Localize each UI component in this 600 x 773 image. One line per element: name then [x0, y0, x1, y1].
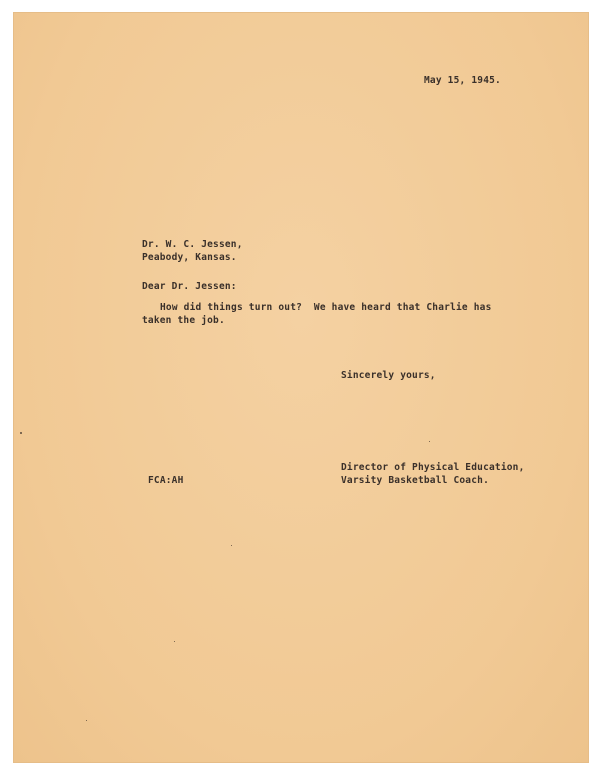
letter-page	[14, 13, 588, 762]
salutation: Dear Dr. Jessen:	[142, 281, 237, 292]
body-line-1: How did things turn out? We have heard that Charlie has	[160, 302, 492, 313]
signature-title-line-1: Director of Physical Education,	[341, 462, 525, 473]
paper-speck	[174, 641, 175, 642]
recipient-name: Dr. W. C. Jessen,	[142, 239, 243, 250]
paper-speck	[231, 545, 232, 546]
paper-speck	[429, 441, 430, 442]
recipient-address: Peabody, Kansas.	[142, 252, 237, 263]
paper-speck	[86, 720, 87, 721]
signature-title-line-2: Varsity Basketball Coach.	[341, 475, 489, 486]
typist-initials: FCA:AH	[148, 475, 184, 486]
paper-speck	[20, 432, 22, 434]
closing: Sincerely yours,	[341, 370, 436, 381]
body-line-2: taken the job.	[142, 315, 225, 326]
letter-date: May 15, 1945.	[424, 75, 501, 86]
